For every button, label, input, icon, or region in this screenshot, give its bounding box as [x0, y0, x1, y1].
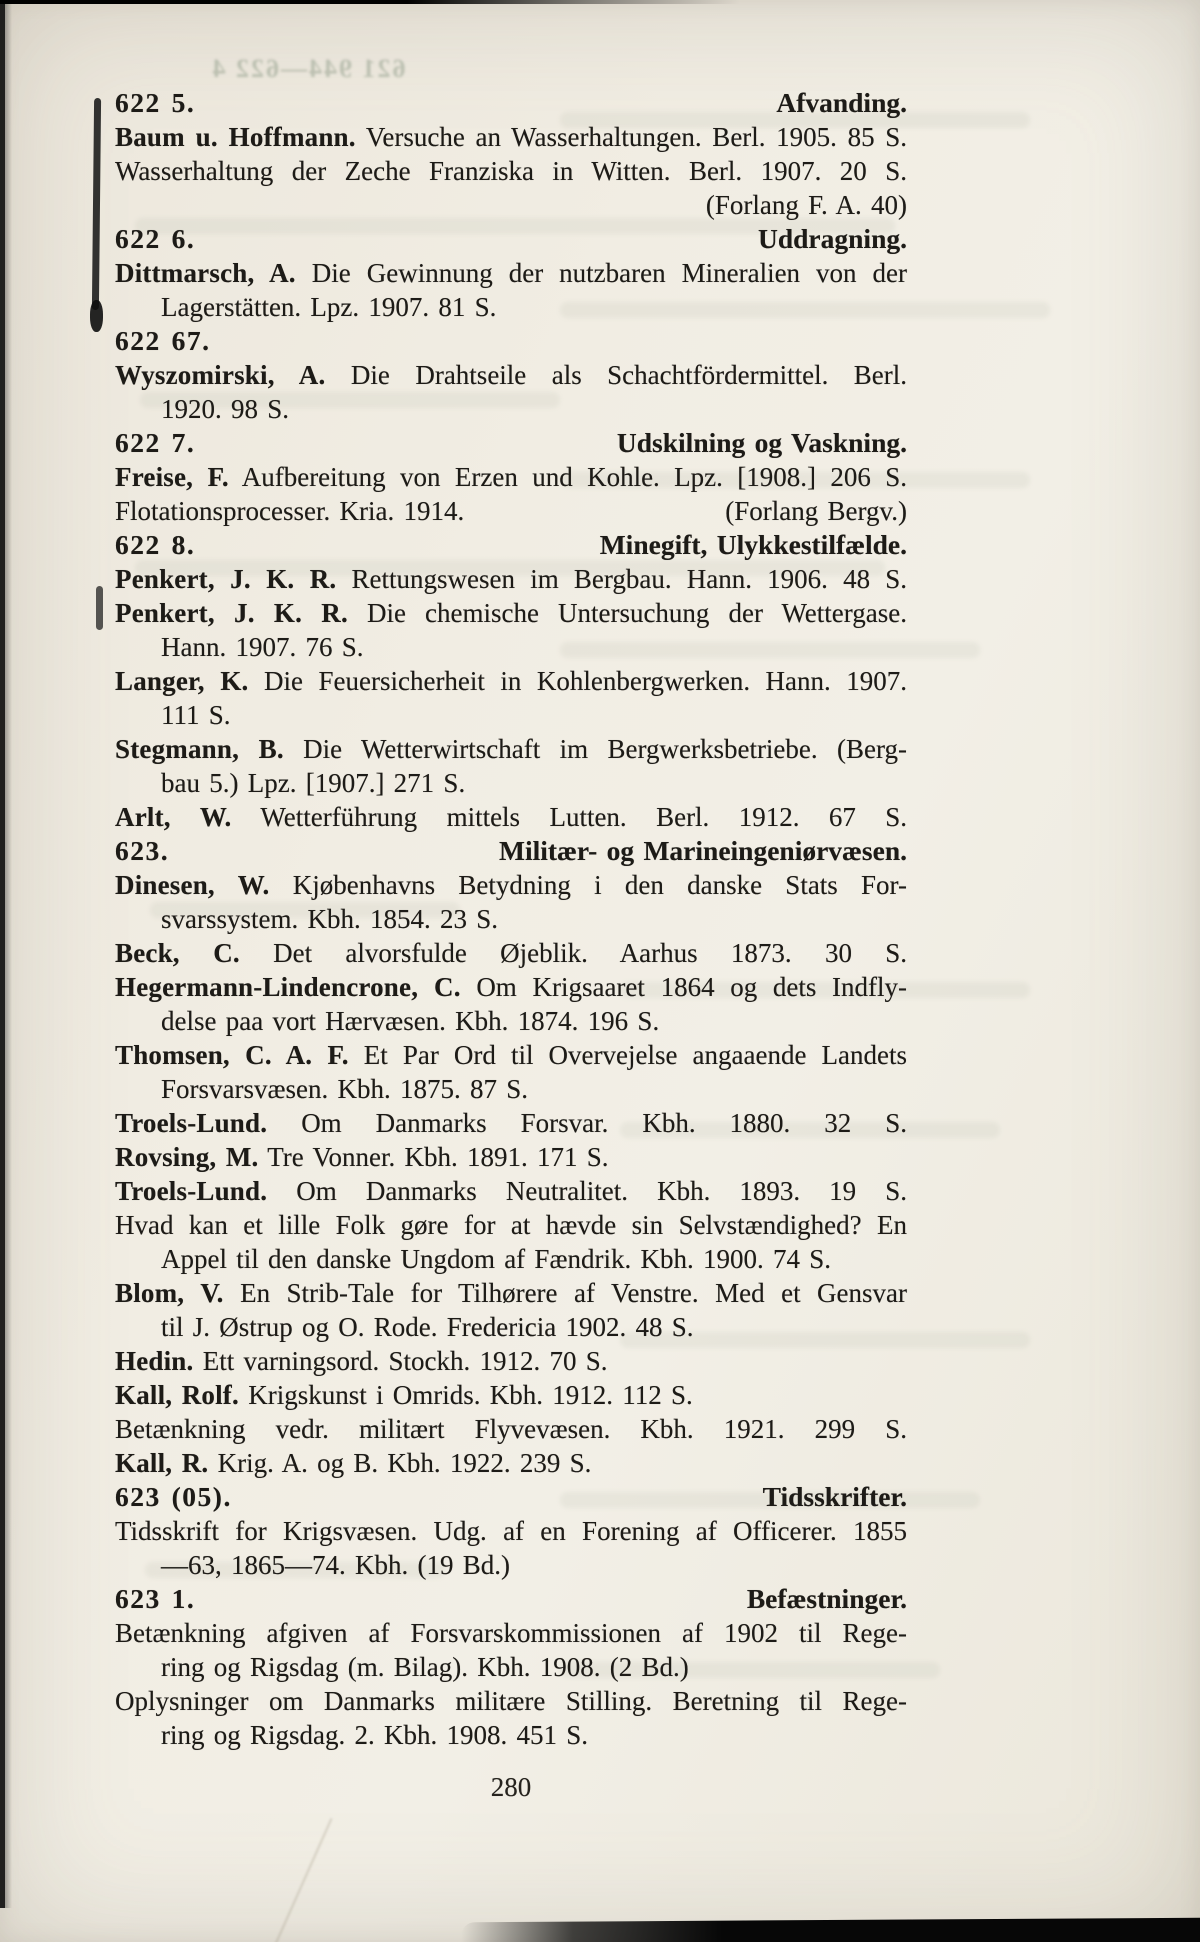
classification-number: 623 (05).: [115, 1481, 232, 1512]
bibliography-line: ring og Rigsdag. 2. Kbh. 1908. 451 S.: [161, 1720, 589, 1750]
classification-number: 622 5.: [115, 87, 196, 118]
author-name: Penkert, J. K. R.: [115, 598, 348, 628]
section-label: Udskilning og Vaskning.: [616, 427, 907, 458]
section-label: Tidsskrifter.: [762, 1481, 907, 1512]
section-label: Afvanding.: [776, 87, 907, 118]
bibliography-line: Baum u. Hoffmann. Versuche an Wasserhaltungen. Berl. 1905. 85 S.: [115, 122, 907, 152]
ink-spot: [92, 98, 101, 310]
author-name: Wyszomirski, A.: [115, 360, 326, 390]
bibliography-line: svarssystem. Kbh. 1854. 23 S.: [161, 904, 499, 934]
section-heading: [115, 1480, 907, 1514]
author-name: Freise, F.: [115, 462, 229, 492]
ink-spot: [96, 586, 103, 630]
classification-number: 623 1.: [115, 1583, 196, 1614]
classification-number: 622 67.: [115, 325, 211, 356]
bibliography-line: Lagerstätten. Lpz. 1907. 81 S.: [161, 292, 497, 322]
author-name: Kall, Rolf.: [115, 1380, 239, 1410]
classification-number: 622 6.: [115, 223, 196, 254]
author-name: Blom, V.: [115, 1278, 224, 1308]
section-heading: [115, 222, 907, 256]
section-heading: [115, 324, 907, 358]
bibliography-line: Kall, R. Krig. A. og B. Kbh. 1922. 239 S.: [115, 1448, 592, 1478]
author-name: Hedin.: [115, 1346, 194, 1376]
section-heading: [115, 528, 907, 562]
section-heading: [115, 834, 907, 868]
bibliography-line: Forsvarsvæsen. Kbh. 1875. 87 S.: [161, 1074, 529, 1104]
bibliography-line: Penkert, J. K. R. Rettungswesen im Bergbau. Hann. 1906. 48 S.: [115, 564, 907, 594]
bibliography-line: Appel til den danske Ungdom af Fændrik. Kbh. 1900. 74 S.: [161, 1244, 831, 1274]
bibliography-line: Wyszomirski, A. Die Drahtseile als Schachtfördermittel. Berl.: [115, 360, 908, 390]
author-name: Rovsing, M.: [115, 1142, 259, 1172]
bibliography-line: Thomsen, C. A. F. Et Par Ord til Overvejelse angaaende Landets: [115, 1040, 907, 1070]
scan-edge-left-shadow: [5, 0, 12, 1908]
bibliography-line: delse paa vort Hærvæsen. Kbh. 1874. 196 S.: [161, 1006, 660, 1036]
bibliography-line: [115, 494, 907, 528]
bibliography-line: 111 S.: [161, 700, 231, 730]
author-name: Stegmann, B.: [115, 734, 284, 764]
author-name: Penkert, J. K. R.: [115, 564, 337, 594]
bibliography-line: Langer, K. Die Feuersicherheit in Kohlenbergwerken. Hann. 1907.: [115, 666, 908, 696]
bibliography-line: Hegermann-Lindencrone, C. Om Krigsaaret 1864 og dets Indfly-: [115, 972, 907, 1002]
bleedthrough-header-text: 621 944—622 4: [210, 54, 406, 83]
bibliography-line: Kall, Rolf. Krigskunst i Omrids. Kbh. 1912. 112 S.: [115, 1380, 693, 1410]
bibliography-line: Blom, V. En Strib-Tale for Tilhørere af Venstre. Med et Gensvar: [115, 1278, 908, 1308]
bibliography-line: Dinesen, W. Kjøbenhavns Betydning i den danske Stats For-: [115, 870, 908, 900]
ink-spot: [90, 300, 103, 332]
section-label: Minegift, Ulykkestilfælde.: [599, 529, 907, 560]
author-name: Kall, R.: [115, 1448, 209, 1478]
entry-text: Flotationsprocesser. Kria. 1914.: [115, 496, 465, 526]
section-heading: [115, 1582, 907, 1616]
author-name: Baum u. Hoffmann.: [115, 122, 356, 152]
bibliography-line: Hvad kan et lille Folk gøre for at hævde sin Selvstændighed? En: [115, 1210, 907, 1240]
bibliography-line: Wasserhaltung der Zeche Franziska in Witten. Berl. 1907. 20 S.: [115, 156, 907, 186]
author-name: Arlt, W.: [115, 802, 232, 832]
section-label: Militær- og Marineingeniørvæsen.: [498, 835, 907, 866]
bibliography-line: Troels-Lund. Om Danmarks Neutralitet. Kbh. 1893. 19 S.: [115, 1176, 908, 1206]
bibliography-line: 1920. 98 S.: [161, 394, 290, 424]
author-name: Troels-Lund.: [115, 1176, 268, 1206]
paper-crease: [270, 1818, 333, 1942]
bibliography-line: ring og Rigsdag (m. Bilag). Kbh. 1908. (2 Bd.): [161, 1652, 689, 1682]
bibliography-line: Beck, C. Det alvorsfulde Øjeblik. Aarhus 1873. 30 S.: [115, 938, 907, 968]
section-label: Uddragning.: [757, 223, 907, 254]
author-name: Dinesen, W.: [115, 870, 270, 900]
bibliography-line: Hann. 1907. 76 S.: [161, 632, 364, 662]
bibliography-line: til J. Østrup og O. Rode. Fredericia 1902. 48 S.: [161, 1312, 694, 1342]
shelf-note: (Forlang Bergv.): [725, 496, 907, 526]
bibliography-line: —63, 1865—74. Kbh. (19 Bd.): [161, 1550, 510, 1580]
bibliography-line: Oplysninger om Danmarks militære Stilling. Beretning til Rege-: [115, 1686, 907, 1716]
author-name: Hegermann-Lindencrone, C.: [115, 972, 461, 1002]
bibliography-line: Freise, F. Aufbereitung von Erzen und Kohle. Lpz. [1908.] 206 S.: [115, 462, 907, 492]
author-name: Thomsen, C. A. F.: [115, 1040, 349, 1070]
section-heading: [115, 86, 907, 120]
classification-number: 622 8.: [115, 529, 196, 560]
author-name: Dittmarsch, A.: [115, 258, 296, 288]
author-name: Troels-Lund.: [115, 1108, 268, 1138]
bibliography-line: Betænkning afgiven af Forsvarskommissionen af 1902 til Rege-: [115, 1618, 907, 1648]
bibliography-line: Penkert, J. K. R. Die chemische Untersuchung der Wettergase.: [115, 598, 907, 628]
page-number: 280: [490, 1772, 532, 1802]
scan-edge-bottom: [461, 1918, 1200, 1942]
section-label: Befæstninger.: [746, 1583, 907, 1614]
classification-number: 622 7.: [115, 427, 196, 458]
bibliography-line: Dittmarsch, A. Die Gewinnung der nutzbaren Mineralien von der: [115, 258, 907, 288]
bibliography-line: Rovsing, M. Tre Vonner. Kbh. 1891. 171 S.: [115, 1142, 609, 1172]
bibliography-line: Stegmann, B. Die Wetterwirtschaft im Bergwerksbetriebe. (Berg-: [115, 734, 907, 764]
classification-number: 623.: [115, 835, 170, 866]
author-name: Langer, K.: [115, 666, 249, 696]
bibliography-line: Betænkning vedr. militært Flyvevæsen. Kbh. 1921. 299 S.: [115, 1414, 907, 1444]
section-heading: [115, 426, 907, 460]
bibliography-line: bau 5.) Lpz. [1907.] 271 S.: [161, 768, 466, 798]
bibliography-line: Troels-Lund. Om Danmarks Forsvar. Kbh. 1880. 32 S.: [115, 1108, 908, 1138]
bibliography-line: Tidsskrift for Krigsvæsen. Udg. af en Forening af Officerer. 1855: [115, 1516, 907, 1546]
scan-edge-top: [0, 0, 740, 4]
bibliography-line: Hedin. Ett varningsord. Stockh. 1912. 70 S.: [115, 1346, 608, 1376]
bibliography-line: (Forlang F. A. 40): [705, 190, 907, 220]
author-name: Beck, C.: [115, 938, 240, 968]
bibliography-line: Arlt, W. Wetterführung mittels Lutten. Berl. 1912. 67 S.: [115, 802, 907, 832]
bibliography-text-column: [115, 86, 907, 1752]
